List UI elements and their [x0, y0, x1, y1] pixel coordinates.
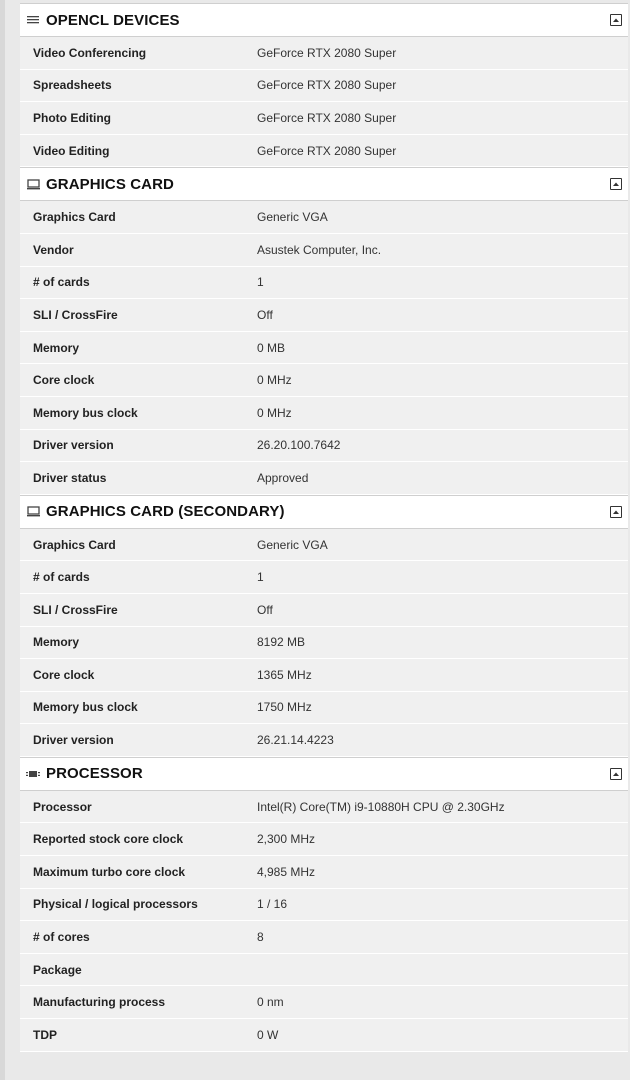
row-value: Off	[257, 307, 273, 322]
row-value: 1 / 16	[257, 897, 288, 912]
row-value: 4,985 MHz	[257, 864, 316, 879]
table-row	[20, 70, 628, 103]
row-label: Driver version	[33, 438, 114, 453]
row-value: Asustek Computer, Inc.	[257, 242, 382, 257]
table-row	[20, 135, 628, 168]
row-value: Off	[257, 602, 273, 617]
section-title: GRAPHICS CARD (SECONDARY)	[46, 503, 285, 521]
table-row	[20, 430, 628, 463]
row-value: 2,300 MHz	[257, 832, 316, 847]
table-row	[20, 692, 628, 725]
table-row	[20, 856, 628, 889]
row-value: 0 MB	[257, 340, 286, 355]
section-header[interactable]	[20, 757, 628, 791]
table-row	[20, 889, 628, 922]
section-graphics-card	[20, 167, 628, 494]
table-row	[20, 823, 628, 856]
row-value: 0 nm	[257, 995, 284, 1010]
table-row	[20, 37, 628, 70]
row-value: 0 W	[257, 1027, 279, 1042]
row-label: Processor	[33, 799, 92, 814]
row-value: Intel(R) Core(TM) i9-10880H CPU @ 2.30GHz	[257, 799, 505, 814]
row-label: Spreadsheets	[33, 78, 112, 93]
row-value: 1365 MHz	[257, 667, 312, 682]
collapse-icon[interactable]	[610, 178, 622, 190]
row-label: Memory	[33, 340, 80, 355]
table-row	[20, 201, 628, 234]
section-processor	[20, 757, 628, 1052]
table-row	[20, 529, 628, 562]
row-value: Generic VGA	[257, 537, 328, 552]
section-opencl-devices	[20, 3, 628, 167]
row-label: Core clock	[33, 373, 95, 388]
row-value: 0 MHz	[257, 405, 292, 420]
row-value: 26.20.100.7642	[257, 438, 341, 453]
row-value: 1750 MHz	[257, 700, 312, 715]
table-row	[20, 561, 628, 594]
row-label: Reported stock core clock	[33, 832, 184, 847]
row-label: Driver version	[33, 733, 114, 748]
row-value: GeForce RTX 2080 Super	[257, 110, 397, 125]
row-label: Memory bus clock	[33, 700, 138, 715]
row-label: Photo Editing	[33, 110, 111, 125]
monitor-icon	[26, 177, 40, 191]
row-label: Driver status	[33, 470, 107, 485]
collapse-icon[interactable]	[610, 14, 622, 26]
table-row	[20, 1019, 628, 1052]
table-row	[20, 986, 628, 1019]
row-label: Maximum turbo core clock	[33, 864, 186, 879]
row-label: Memory	[33, 635, 80, 650]
table-row	[20, 299, 628, 332]
row-label: SLI / CrossFire	[33, 602, 118, 617]
row-value: GeForce RTX 2080 Super	[257, 45, 397, 60]
row-value: GeForce RTX 2080 Super	[257, 78, 397, 93]
row-value: 8192 MB	[257, 635, 306, 650]
row-label: Physical / logical processors	[33, 897, 198, 912]
row-label: Video Conferencing	[33, 45, 147, 60]
specs-panel	[20, 3, 628, 1052]
section-title: OPENCL DEVICES	[46, 11, 180, 29]
row-label: # of cards	[33, 570, 90, 585]
table-row	[20, 659, 628, 692]
row-label: Video Editing	[33, 143, 110, 158]
row-label: Graphics Card	[33, 210, 116, 225]
row-value: 8	[257, 930, 264, 945]
row-label: Manufacturing process	[33, 995, 166, 1010]
section-graphics-card-secondary	[20, 495, 628, 757]
row-value: 26.21.14.4223	[257, 733, 334, 748]
row-value: Generic VGA	[257, 210, 328, 225]
row-value: 1	[257, 275, 264, 290]
list-icon	[26, 13, 40, 27]
section-title: GRAPHICS CARD	[46, 175, 174, 193]
collapse-icon[interactable]	[610, 768, 622, 780]
section-header[interactable]	[20, 3, 628, 37]
table-row	[20, 397, 628, 430]
table-row	[20, 462, 628, 495]
row-label: Memory bus clock	[33, 405, 138, 420]
row-value: Approved	[257, 470, 309, 485]
row-label: TDP	[33, 1027, 57, 1042]
table-row	[20, 234, 628, 267]
row-label: # of cards	[33, 275, 90, 290]
row-value: 0 MHz	[257, 373, 292, 388]
table-row	[20, 724, 628, 757]
table-row	[20, 791, 628, 824]
row-label: Vendor	[33, 242, 74, 257]
section-title: PROCESSOR	[46, 765, 143, 783]
row-label: Core clock	[33, 667, 95, 682]
chip-icon	[26, 767, 40, 781]
row-label: Package	[33, 962, 82, 977]
row-value: GeForce RTX 2080 Super	[257, 143, 397, 158]
section-header[interactable]	[20, 167, 628, 201]
row-label: Graphics Card	[33, 537, 116, 552]
collapse-icon[interactable]	[610, 506, 622, 518]
table-row	[20, 921, 628, 954]
table-row	[20, 102, 628, 135]
table-row	[20, 332, 628, 365]
table-row	[20, 954, 628, 987]
row-value: 1	[257, 570, 264, 585]
monitor-icon	[26, 505, 40, 519]
section-header[interactable]	[20, 495, 628, 529]
table-row	[20, 267, 628, 300]
row-label: SLI / CrossFire	[33, 307, 118, 322]
table-row	[20, 364, 628, 397]
page-left-edge	[0, 0, 5, 1080]
table-row	[20, 594, 628, 627]
table-row	[20, 627, 628, 660]
row-label: # of cores	[33, 930, 90, 945]
